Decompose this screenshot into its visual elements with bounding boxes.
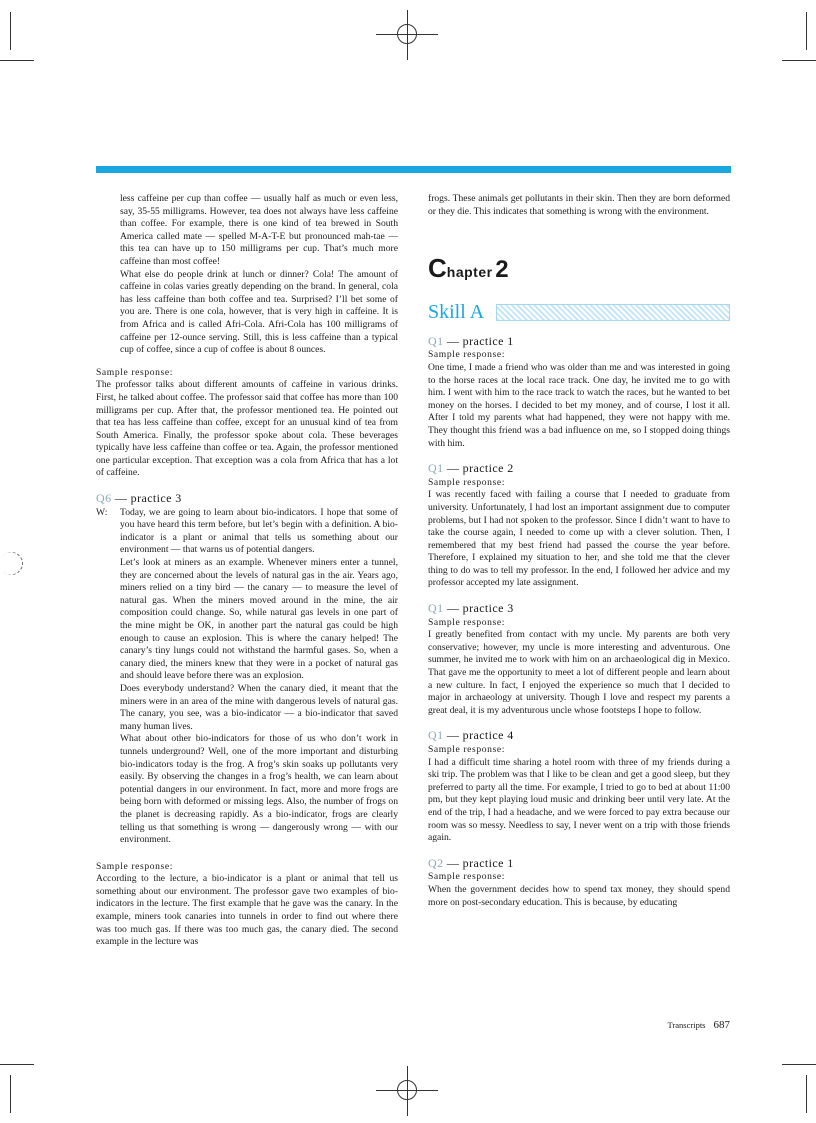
chapter-initial: C [428, 253, 447, 284]
sample-response-label: Sample response: [96, 366, 174, 378]
lecture-paragraph: Does everybody understand? When the canary died, it meant that the miners were in an area of the mine with dangerous levels of natural gas. The canary, you see, was a bio-indicator — a bio-indicator that saved many human lives. [120, 682, 398, 732]
sample-response-label: Sample response: [428, 744, 506, 755]
sample-response-text: According to the lecture, a bio-indicator is a plant or animal that tell us something about our environment. The professor gave two examples of bio-indicators in the lecture. The first example that he gave was the canary. In the example, miners took canaries into tunnels in order to find out where there was too much gas. If there was too much gas, the canary died. The second example in the lecture was [96, 873, 398, 948]
sample-response-text: When the government decides how to spend tax money, they should spend more on post-secondary education. This is because, by educating [428, 883, 730, 908]
sample-response-label: Sample response: [428, 616, 506, 628]
crop-mark [782, 60, 816, 61]
chapter-word: hapter [446, 264, 493, 281]
crop-mark [10, 1075, 11, 1113]
crop-mark [0, 1064, 34, 1065]
lecture-paragraph: Today, we are going to learn about bio-indicators. I hope that some of you have heard this term before, but let’s begin with a definition. A bio-indicator is a plant or animal that tells us something about our environment — that warns us of potential dangers. [120, 506, 398, 556]
registration-mark [397, 1080, 417, 1100]
sample-response-text: I greatly benefited from contact with my uncle. My parents are both very conservative; however, my uncle is more interesting and adventurous. One summer, he invited me to work with him on an archaeological dig in Mexico. That gave me the opportunity to meet a lot of different people and learn about a new culture. In fact, I enjoyed the experience so much that I decided to major in archaeology at university. Though I love and respect my parents a great deal, it is my adventurous uncle whose footsteps I hope to follow. [428, 629, 730, 716]
question-practice: — practice 3 [111, 491, 182, 506]
chapter-number: 2 [495, 256, 509, 284]
footer-section-name: Transcripts [667, 1020, 706, 1030]
page-number: 687 [713, 1019, 730, 1031]
skill-heading [428, 300, 730, 323]
registration-mark [397, 24, 417, 44]
question-number: Q1 [428, 601, 444, 616]
margin-registration-mark [0, 547, 28, 580]
sample-response-label: Sample response: [96, 860, 174, 872]
continuation-paragraph: frogs. These animals get pollutants in their skin. Then they are born deformed or they die. This indicates that something is wrong with the environment. [428, 193, 730, 217]
question-number: Q1 [428, 333, 444, 348]
lecture-paragraph: Let’s look at miners as an example. Whenever miners enter a tunnel, they are concerned about the levels of natural gas in the air. Years ago, miners relied on a tiny bird — the canary — to measure the level of natural gas. When the miners moved around in the mine, the air composition could change. So, while natural gas levels in one part of the mine might be OK, in another part the natural gas could be high enough to cause an explosion. This is where the canary helped! The canary’s tiny lungs could not withstand the harmful gases. So, when a canary died, the miners knew that they were in a pocket of natural gas and should leave before there was an explosion. [120, 557, 398, 682]
sample-response-text: I was recently faced with failing a course that I needed to graduate from university. Unfortunately, I had lost an important assignment due to computer problems, but I had not spoken to the professor. Since I didn’t want to have to take the course again, I needed to come up with a clever solution. Then, I remembered that my best friend had passed the course the year before. Therefore, I explained my situation to her, and she told me that the clever thing to do was to tell my professor. In the end, I followed her advice and my professor accepted my late assignment. [428, 489, 730, 589]
speaker-label: W: [96, 506, 108, 518]
sample-response-text: The professor talks about different amounts of caffeine in various drinks. First, he talked about coffee. The professor said that coffee has more than 100 milligrams per cup. After that, the professor mentioned tea. He pointed out that tea has less caffeine than coffee, except for an unusual kind of tea from South America. Finally, the professor spoke about cola. These beverages typically have less caffeine than coffee or tea. Again, the professor mentioned one particular exception. That exception was a cola from Africa that has a lot of caffeine. [96, 379, 398, 479]
sample-response-label: Sample response: [428, 476, 506, 488]
crop-mark [0, 60, 34, 61]
practice-section [428, 857, 730, 909]
continuation-paragraph: What else do people drink at lunch or dinner? Cola! The amount of caffeine in colas varies greatly depending on the brand. In general, cola has less caffeine than both coffee and tea. Surprised? I’ll bet some of you are. There is one cola, however, that is very high in caffeine. It is from Africa and is called Afri-Cola. Afri-Cola has 100 milligrams of caffeine per 12-ounce serving. Still, this is less caffeine than a typical cup of coffee, since a cup of coffee is about 8 ounces. [120, 268, 398, 356]
sample-response-text: One time, I made a friend who was older than me and was interested in going to the horse races at the local race track. One day, he invited me to go with him. I went with him to the race track to watch the races, but he wanted to bet money on the horses. I decided to bet my money, and of course, I lost it all. After I told my parents what had happened, they were not happy with me. They thought this friend was a bad influence on me, so I stopped doing things with him. [428, 361, 730, 449]
sample-response-label: Sample response: [428, 349, 506, 361]
question-practice: — practice 4 [443, 728, 514, 743]
right-column [428, 193, 730, 909]
left-column [96, 193, 398, 949]
crop-mark [806, 1075, 807, 1113]
question-heading [428, 729, 730, 742]
practice-section [428, 602, 730, 717]
question-practice: — practice 2 [443, 461, 514, 476]
question-number: Q6 [96, 491, 112, 506]
crop-mark [10, 12, 11, 50]
practice-section [428, 462, 730, 590]
question-practice: — practice 3 [443, 601, 514, 616]
sample-response-label: Sample response: [428, 871, 506, 883]
question-number: Q2 [428, 855, 444, 870]
question-heading [428, 462, 730, 475]
question-number: Q1 [428, 461, 444, 476]
continuation-paragraph: less caffeine per cup than coffee — usually half as much or even less, say, 35-55 milligrams. However, tea does not always have less caffeine than coffee. For example, there is one kind of tea brewed in South America called mate — spelled M-A-T-E but pronounced mah-tae — this tea can have up to 150 milligrams per cup. That’s much more caffeine than most coffee! [120, 193, 398, 267]
sample-response-text: I had a difficult time sharing a hotel room with three of my friends during a ski trip. The problem was that I like to be clean and get a good sleep, but they preferred to party all the time. For example, I tried to go to bed at about 11:00 pm, but they kept playing loud music and drinking beer until very late. At the end of the trip, I had a headache, and we were forced to pay extra because our room was so messy. Needless to say, I never went on a trip with those friends again. [428, 756, 730, 844]
crop-mark [782, 1064, 816, 1065]
question-practice: — practice 1 [443, 333, 514, 348]
header-bar [96, 166, 731, 173]
crop-mark [806, 12, 807, 50]
question-practice: — practice 1 [443, 855, 514, 870]
skill-hatch-bar [496, 304, 730, 321]
question-number: Q1 [428, 728, 444, 743]
question-heading [428, 602, 730, 615]
skill-title: Skill A [428, 300, 485, 323]
question-heading [96, 492, 398, 505]
question-heading [428, 857, 730, 870]
question-heading [428, 335, 730, 348]
chapter-heading [428, 253, 730, 284]
page-footer [668, 1019, 730, 1031]
practice-section [428, 729, 730, 844]
lecture-paragraph: What about other bio-indicators for those of us who don’t work in tunnels underground? Well, one of the more important and disturbing bio-indicators today is the frog. A frog’s skin soaks up pollutants very easily. By observing the changes in a frog’s health, we can learn about potential dangers in our environment. In fact, more and more frogs are being born with deformed or missing legs. Also, the number of frogs on the planet is decreasing rapidly. As a bio-indicator, frogs are clearly telling us that something is wrong — dangerously wrong — with our environment. [120, 733, 398, 846]
speaker-block [96, 507, 398, 847]
practice-section [428, 335, 730, 450]
